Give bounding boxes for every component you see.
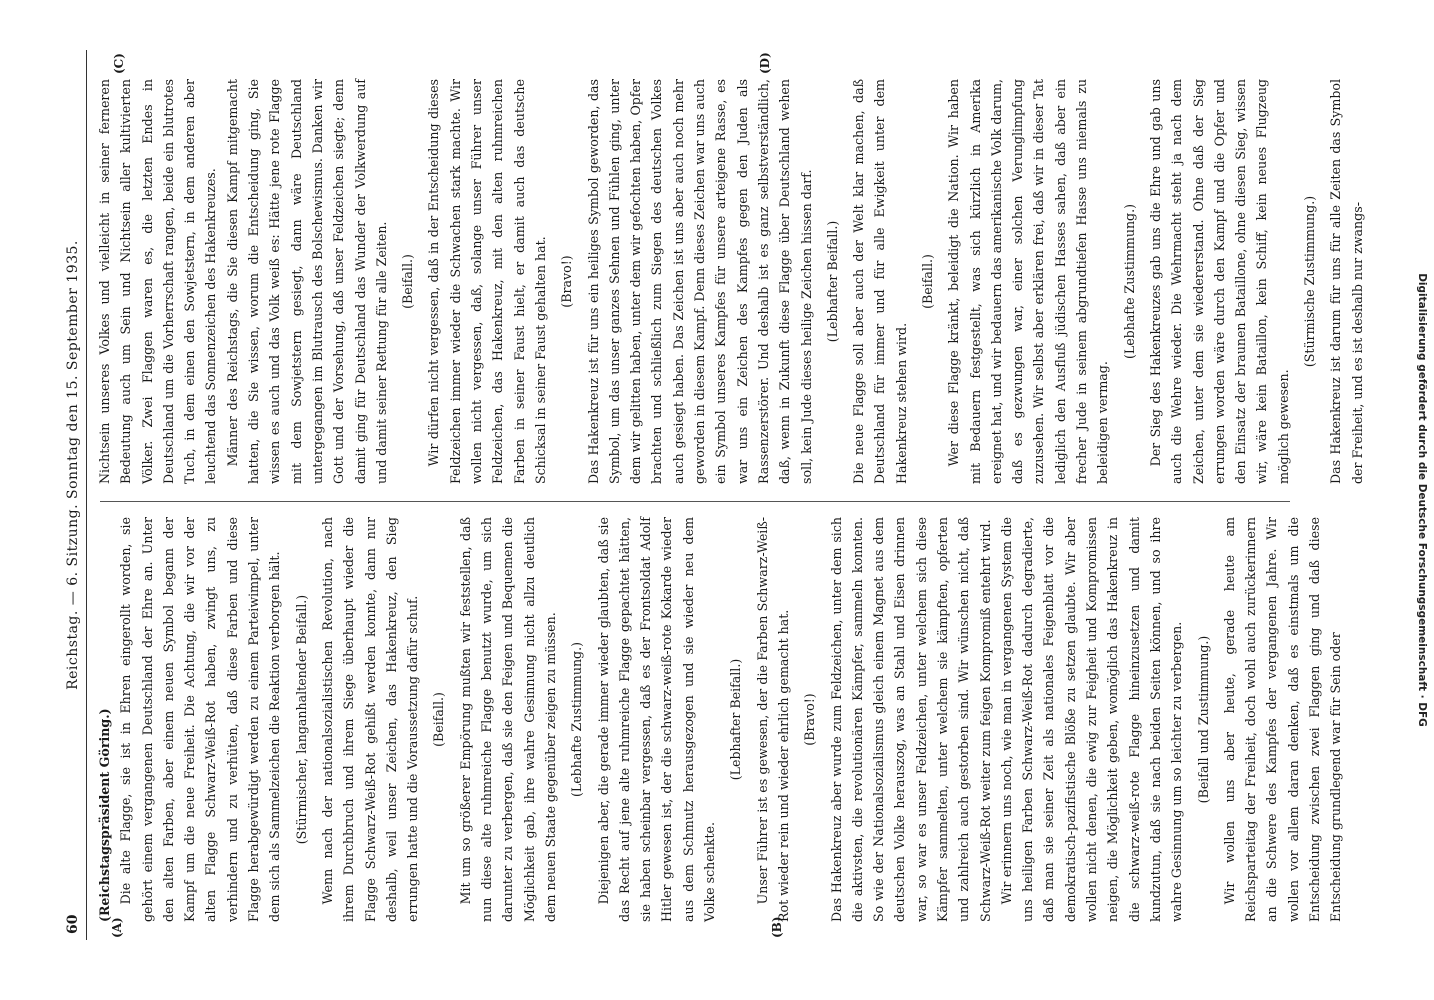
reaction-note: (Lebhafter Beifall.) <box>728 658 744 781</box>
paragraph: Das Hakenkreuz aber wurde zum Feldzeichen, unter dem sich die aktivsten, die revolutionären Kämpfer, sammeln konnten. So wie der Nationalsozialismus gleich einem Magnet aus dem deutschen Volke herauszog, was an Stahl und Eisen drinnen war, so war es unser Feldzeichen, unter welchem sich diese Kämpfer sammelten, unter welchem sie kämpften, opferten und zahlreich auch gestorben sind. Wir wünschen nicht, daß Schwarz-Weiß-Rot weiter zum feigen Kompromiß entehrt wird. <box>828 517 993 922</box>
page-number: 60 <box>65 914 81 934</box>
reaction-note: (Lebhafte Zustimmung.) <box>569 641 585 798</box>
reaction-note: (Stürmischer, langanhaltender Beifall.) <box>293 594 309 845</box>
reaction-note: (Bravo!) <box>559 255 575 308</box>
paragraph: Wir erinnern uns noch, wie man in vergangenen System die uns heiligen Farben Schwarz-Weiß-Rot dadurch degradierte, daß man sie seiner Zeit als nationales Feigenblatt vor die demokratisch-pazifistische Blöße zu setzen glaubte. Wir aber wollen nicht denen, die ewig zur Feigheit und Kompromissen neigen, die Möglichkeit geben, womöglich das Hakenkreuz in die schwarz-weiß-rote Flagge hineinzusetzen und damit kundzutun, daß sie nach beiden Seiten können, und so ihre wahre Gesinnung um so leichter zu verbergen. <box>998 517 1185 922</box>
speaker-label: (Reichstagspräsident Göring.) <box>97 708 112 922</box>
reaction-note: (Beifall und Zustimmung.) <box>1195 635 1211 804</box>
page-title: Reichstag. — 6. Sitzung. Sonntag den 15. September 1935. <box>65 240 81 690</box>
margin-mark-d: (D) <box>758 52 772 74</box>
reaction-note: (Lebhafter Beifall.) <box>824 220 840 343</box>
paragraph: Diejenigen aber, die gerade immer wieder glaubten, daß sie das Recht auf jene alte ruhmreiche Flagge gepachtet hätten, sie haben scheinbar vergessen, daß es der Frontsoldat Adolf Hitler gewesen ist, der die schwarz-weiß-rote Kokarde wieder aus dem Schmutz herausgezogen und sie wieder neu dem Volke schenkte. <box>595 517 718 922</box>
paragraph: Wenn nach der nationalsozialistischen Revolution, nach ihrem Durchbruch und ihrem Siege überhaupt wieder die Flagge Schwarz-Weiß-Rot gehißt werden konnte, dann nur deshalb, weil unser Zeichen, das Hakenkreuz, den Sieg errungen hatte und die Voraussetzung dafür schuf. <box>319 517 421 922</box>
reaction-note: (Bravo!) <box>802 693 818 746</box>
reaction-note: (Stürmische Zustimmung.) <box>1302 195 1318 368</box>
right-column <box>94 79 1365 484</box>
left-column <box>94 517 1344 922</box>
margin-mark-c: (C) <box>112 53 126 74</box>
paragraph: Mit um so größerer Empörung mußten wir feststellen, daß nun diese alte ruhmreiche Flagge benutzt wurde, um sich darunter zu verbergen, daß sie den Feigen und Bequemen die Möglichkeit gab, ihre wahre Gesinnung nicht allzu deutlich dem neuen Staate gegenüber zeigen zu müssen. <box>457 517 558 922</box>
document-page <box>60 50 1365 940</box>
paragraph: Das Hakenkreuz ist für uns ein heiliges Symbol geworden, das Symbol, um das unser ganzes Sehnen und Fühlen ging, unter dem wir gelitten haben, unter dem wir gefochten haben, Opfer brachten und schließlich zum Siegen des deutschen Volkes auch gesiegt haben. Das Zeichen ist uns aber auch noch mehr geworden in diesem Kampf. Denn dieses Zeichen war uns auch ein Symbol unseres Kampfes für unsere arteigene Rasse, es war uns ein Zeichen des Kampfes gegen den Juden als Rassenzerstörer. Und deshalb ist es ganz selbstverständlich, daß, wenn in Zukunft diese Flagge über Deutschland wehen soll, kein Jude dieses heilige Zeichen hissen darf. <box>585 79 814 484</box>
reaction-note: (Beifall.) <box>919 254 935 309</box>
paragraph: Wir wollen uns aber heute, gerade heute am Reichsparteitag der Freiheit, doch wohl auch zurückerinnern an die Schwere des Kampfes der vergangenen Jahre. Wir wollen vor allem daran denken, daß es einstmals um die Entscheidung zwischen zwei Flaggen ging und daß diese Entscheidung grundlegend war für Sein oder <box>1221 517 1344 922</box>
column-divider <box>100 501 1290 502</box>
paragraph: Die neue Flagge soll aber auch der Welt klar machen, daß Deutschland für immer und für alle Ewigkeit unter dem Hakenkreuz stehen wird. <box>851 79 909 484</box>
reaction-note: (Beifall.) <box>431 692 447 747</box>
paragraph: Die alte Flagge, sie ist in Ehren eingerollt worden, sie gehört einem vergangenen Deutschland der Ehre an. Unter den alten Farben, aber einem neuen Symbol begann der Kampf um die neue Freiheit. Die Achtung, die wir vor der alten Flagge Schwarz-Weiß-Rot haben, zwingt uns, zu verhindern und zu verhüten, daß diese Farben und diese Flagge herabgewürdigt werden zu einem Parteiwimpel, unter dem sich als Sammelzeichen die Reaktion verborgen hält. <box>118 517 283 922</box>
margin-mark-b: (B) <box>770 916 784 938</box>
paragraph: Wir dürfen nicht vergessen, daß in der Entscheidung dieses Feldzeichen immer wieder die Schwachen stark machte. Wir wollen nicht vergessen, daß, solange unser Führer unser Feldzeichen, das Hakenkreuz, mit den alten ruhmreichen Farben in seiner Faust hielt, er damit auch das deutsche Schicksal in seiner Faust gehalten hat. <box>426 79 548 484</box>
paragraph: Das Hakenkreuz ist darum für uns für alle Zeiten das Symbol der Freiheit, und es ist deshalb nur zwangs- <box>1328 79 1365 484</box>
paragraph: Unser Führer ist es gewesen, der die Farben Schwarz-Weiß-Rot wieder rein und wieder ehrlich gemacht hat. <box>754 517 791 922</box>
paragraph: Männer des Reichstags, die Sie diesen Kampf mitgemacht hatten, die Sie wissen, worum die Entscheidung ging, Sie wissen es auch und das Volk weiß es: Hätte jene rote Flagge mit dem Sowjetstern gesiegt, dann wäre Deutschland untergegangen im Blutrausch des Bolschewismus. Danken wir Gott und der Vorsehung, daß unser Feldzeichen siegte; denn damit ging für Deutschland das Wunder der Volkwerdung auf und damit seiner Rettung für alle Zeiten. <box>224 79 389 484</box>
paragraph: Nichtsein unseres Volkes und vielleicht in seiner ferneren Bedeutung auch um Sein und Nichtsein aller kultivierten Völker. Zwei Flaggen waren es, die letzten Endes in Deutschland um die Vorherrschaft rangen, beide ein blutrotes Tuch, in dem einen den Sowjetstern, in dem anderen aber leuchtend das Sonnenzeichen des Hakenkreuzes. <box>97 79 219 484</box>
page-header <box>60 50 87 940</box>
reaction-note: (Lebhafte Zustimmung.) <box>1121 203 1137 360</box>
paragraph: Der Sieg des Hakenkreuzes gab uns die Ehre und gab uns auch die Wehre wieder. Die Wehrmacht steht ja nach dem Zeichen, unter dem sie wiedererstand. Ohne daß der Sieg errungen worden wäre durch den Kampf und die Opfer und den Einsatz der braunen Bataillone, ohne diesen Sieg, wissen wir, wäre kein Bataillon, kein Schiff, kein neues Flugzeug möglich gewesen. <box>1147 79 1291 484</box>
reaction-note: (Beifall.) <box>400 254 416 309</box>
margin-mark-a: (A) <box>110 917 124 938</box>
digitization-credit: Digitalisierung gefördert durch die Deutsche Forschungsgemeinschaft · DFG <box>1416 273 1428 727</box>
paragraph: Wer diese Flagge kränkt, beleidigt die Nation. Wir haben mit Bedauern festgestellt, was sich kürzlich in Amerika ereignet hat, und wir bedauern das amerikanische Volk darum, daß es gezwungen war, einer solchen Verunglimpfung zuzusehen. Wir selbst aber erklären frei, daß wir in dieser Tat lediglich den Ausfluß jüdischen Hasses sahen, daß aber ein frecher Jude in seinem abgrundtiefen Hasse uns niemals zu beleidigen vermag. <box>946 79 1111 484</box>
